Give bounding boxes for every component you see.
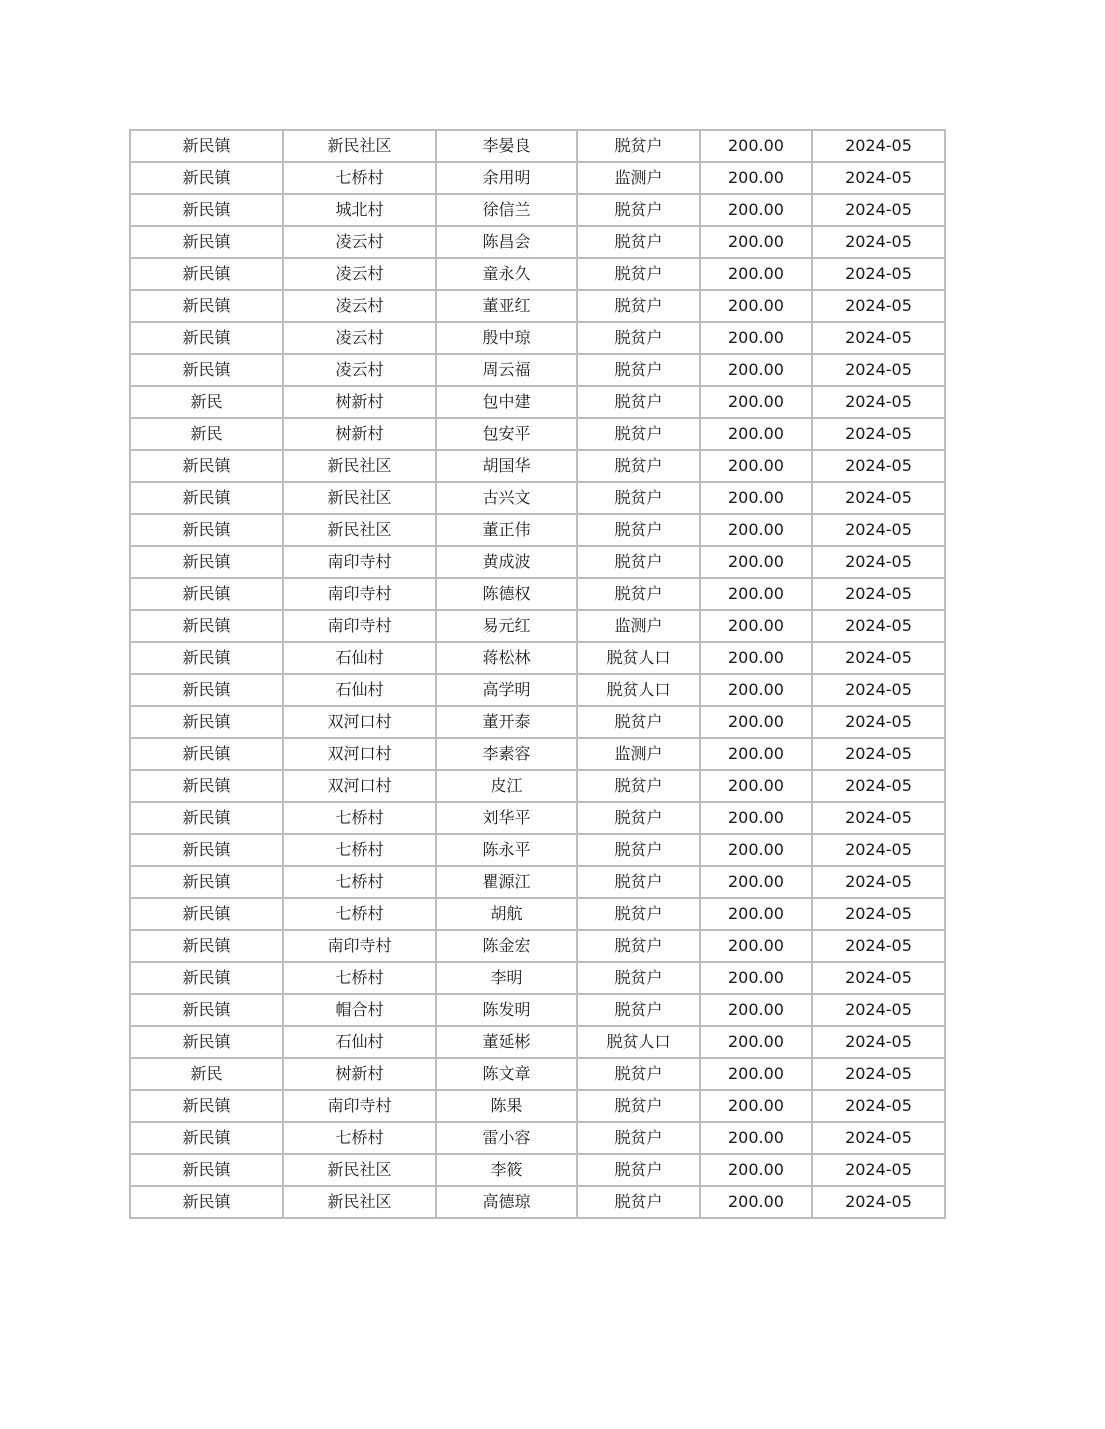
period-cell: 2024-05: [812, 130, 945, 162]
amount-cell: 200.00: [700, 930, 812, 962]
period-cell: 2024-05: [812, 738, 945, 770]
town-cell: 新民镇: [130, 258, 283, 290]
town-cell: 新民镇: [130, 770, 283, 802]
amount-cell: 200.00: [700, 162, 812, 194]
town-cell: 新民镇: [130, 450, 283, 482]
household-type-cell: 脱贫户: [577, 514, 700, 546]
amount-cell: 200.00: [700, 642, 812, 674]
person-name-cell: 易元红: [436, 610, 577, 642]
town-cell: 新民镇: [130, 290, 283, 322]
amount-cell: 200.00: [700, 130, 812, 162]
village-cell: 七桥村: [283, 802, 436, 834]
person-name-cell: 蒋松林: [436, 642, 577, 674]
amount-cell: 200.00: [700, 610, 812, 642]
period-cell: 2024-05: [812, 1090, 945, 1122]
town-cell: 新民: [130, 386, 283, 418]
person-name-cell: 童永久: [436, 258, 577, 290]
town-cell: 新民: [130, 418, 283, 450]
town-cell: 新民镇: [130, 194, 283, 226]
household-type-cell: 脱贫户: [577, 706, 700, 738]
period-cell: 2024-05: [812, 354, 945, 386]
table-row: [130, 130, 945, 162]
period-cell: 2024-05: [812, 1122, 945, 1154]
amount-cell: 200.00: [700, 226, 812, 258]
town-cell: 新民镇: [130, 834, 283, 866]
amount-cell: 200.00: [700, 1186, 812, 1218]
village-cell: 石仙村: [283, 642, 436, 674]
household-type-cell: 脱贫户: [577, 994, 700, 1026]
household-type-cell: 脱贫户: [577, 386, 700, 418]
table-row: [130, 226, 945, 258]
amount-cell: 200.00: [700, 514, 812, 546]
amount-cell: 200.00: [700, 578, 812, 610]
table-row: [130, 674, 945, 706]
table-row: [130, 770, 945, 802]
household-type-cell: 脱贫户: [577, 418, 700, 450]
table-row: [130, 354, 945, 386]
town-cell: 新民镇: [130, 802, 283, 834]
period-cell: 2024-05: [812, 258, 945, 290]
table-row: [130, 258, 945, 290]
household-type-cell: 脱贫户: [577, 770, 700, 802]
village-cell: 树新村: [283, 386, 436, 418]
town-cell: 新民镇: [130, 162, 283, 194]
person-name-cell: 陈发明: [436, 994, 577, 1026]
household-type-cell: 脱贫户: [577, 578, 700, 610]
amount-cell: 200.00: [700, 1090, 812, 1122]
village-cell: 新民社区: [283, 1154, 436, 1186]
period-cell: 2024-05: [812, 610, 945, 642]
table-row: [130, 1186, 945, 1218]
table-row: [130, 386, 945, 418]
amount-cell: 200.00: [700, 482, 812, 514]
village-cell: 凌云村: [283, 290, 436, 322]
period-cell: 2024-05: [812, 322, 945, 354]
amount-cell: 200.00: [700, 834, 812, 866]
household-type-cell: 脱贫户: [577, 1154, 700, 1186]
household-type-cell: 监测户: [577, 738, 700, 770]
person-name-cell: 陈德权: [436, 578, 577, 610]
table-row: [130, 514, 945, 546]
village-cell: 凌云村: [283, 258, 436, 290]
village-cell: 帽合村: [283, 994, 436, 1026]
amount-cell: 200.00: [700, 194, 812, 226]
town-cell: 新民镇: [130, 994, 283, 1026]
village-cell: 新民社区: [283, 130, 436, 162]
household-type-cell: 脱贫户: [577, 194, 700, 226]
amount-cell: 200.00: [700, 994, 812, 1026]
person-name-cell: 古兴文: [436, 482, 577, 514]
town-cell: 新民镇: [130, 322, 283, 354]
amount-cell: 200.00: [700, 1122, 812, 1154]
household-type-cell: 脱贫户: [577, 258, 700, 290]
town-cell: 新民镇: [130, 898, 283, 930]
town-cell: 新民镇: [130, 1026, 283, 1058]
village-cell: 南印寺村: [283, 930, 436, 962]
village-cell: 七桥村: [283, 834, 436, 866]
period-cell: 2024-05: [812, 834, 945, 866]
person-name-cell: 高德琼: [436, 1186, 577, 1218]
household-type-cell: 脱贫户: [577, 1058, 700, 1090]
period-cell: 2024-05: [812, 450, 945, 482]
amount-cell: 200.00: [700, 450, 812, 482]
town-cell: 新民镇: [130, 546, 283, 578]
table-row: [130, 322, 945, 354]
town-cell: 新民镇: [130, 482, 283, 514]
period-cell: 2024-05: [812, 162, 945, 194]
amount-cell: 200.00: [700, 546, 812, 578]
household-type-cell: 脱贫人口: [577, 642, 700, 674]
table-row: [130, 546, 945, 578]
period-cell: 2024-05: [812, 866, 945, 898]
village-cell: 新民社区: [283, 1186, 436, 1218]
household-type-cell: 脱贫户: [577, 482, 700, 514]
person-name-cell: 殷中琼: [436, 322, 577, 354]
person-name-cell: 瞿源江: [436, 866, 577, 898]
period-cell: 2024-05: [812, 706, 945, 738]
table-row: [130, 642, 945, 674]
village-cell: 南印寺村: [283, 546, 436, 578]
town-cell: 新民镇: [130, 514, 283, 546]
town-cell: 新民镇: [130, 930, 283, 962]
village-cell: 七桥村: [283, 162, 436, 194]
amount-cell: 200.00: [700, 898, 812, 930]
person-name-cell: 李晏良: [436, 130, 577, 162]
amount-cell: 200.00: [700, 322, 812, 354]
village-cell: 凌云村: [283, 322, 436, 354]
village-cell: 树新村: [283, 1058, 436, 1090]
village-cell: 凌云村: [283, 226, 436, 258]
town-cell: 新民镇: [130, 962, 283, 994]
amount-cell: 200.00: [700, 802, 812, 834]
household-type-cell: 脱贫户: [577, 1122, 700, 1154]
village-cell: 凌云村: [283, 354, 436, 386]
period-cell: 2024-05: [812, 290, 945, 322]
household-type-cell: 脱贫户: [577, 450, 700, 482]
amount-cell: 200.00: [700, 866, 812, 898]
village-cell: 新民社区: [283, 482, 436, 514]
village-cell: 双河口村: [283, 706, 436, 738]
village-cell: 城北村: [283, 194, 436, 226]
person-name-cell: 陈文章: [436, 1058, 577, 1090]
table-row: [130, 1090, 945, 1122]
village-cell: 七桥村: [283, 962, 436, 994]
period-cell: 2024-05: [812, 674, 945, 706]
household-type-cell: 脱贫户: [577, 834, 700, 866]
table-row: [130, 1122, 945, 1154]
household-type-cell: 监测户: [577, 610, 700, 642]
town-cell: 新民镇: [130, 642, 283, 674]
village-cell: 七桥村: [283, 898, 436, 930]
table-row: [130, 418, 945, 450]
period-cell: 2024-05: [812, 418, 945, 450]
person-name-cell: 高学明: [436, 674, 577, 706]
table-row: [130, 738, 945, 770]
period-cell: 2024-05: [812, 386, 945, 418]
household-type-cell: 脱贫户: [577, 354, 700, 386]
town-cell: 新民镇: [130, 738, 283, 770]
table-row: [130, 706, 945, 738]
amount-cell: 200.00: [700, 386, 812, 418]
data-table: [129, 129, 946, 1219]
amount-cell: 200.00: [700, 290, 812, 322]
person-name-cell: 李筱: [436, 1154, 577, 1186]
period-cell: 2024-05: [812, 1154, 945, 1186]
village-cell: 双河口村: [283, 738, 436, 770]
amount-cell: 200.00: [700, 418, 812, 450]
person-name-cell: 雷小容: [436, 1122, 577, 1154]
household-type-cell: 脱贫户: [577, 802, 700, 834]
period-cell: 2024-05: [812, 546, 945, 578]
amount-cell: 200.00: [700, 1026, 812, 1058]
household-type-cell: 脱贫户: [577, 1186, 700, 1218]
village-cell: 新民社区: [283, 514, 436, 546]
town-cell: 新民镇: [130, 866, 283, 898]
person-name-cell: 黄成波: [436, 546, 577, 578]
person-name-cell: 胡航: [436, 898, 577, 930]
period-cell: 2024-05: [812, 770, 945, 802]
table-row: [130, 450, 945, 482]
household-type-cell: 脱贫户: [577, 290, 700, 322]
table-body: [130, 130, 945, 1218]
household-type-cell: 脱贫人口: [577, 674, 700, 706]
village-cell: 七桥村: [283, 1122, 436, 1154]
village-cell: 石仙村: [283, 1026, 436, 1058]
amount-cell: 200.00: [700, 1058, 812, 1090]
person-name-cell: 余用明: [436, 162, 577, 194]
household-type-cell: 脱贫户: [577, 962, 700, 994]
table-row: [130, 994, 945, 1026]
amount-cell: 200.00: [700, 770, 812, 802]
amount-cell: 200.00: [700, 706, 812, 738]
household-type-cell: 脱贫户: [577, 898, 700, 930]
person-name-cell: 董延彬: [436, 1026, 577, 1058]
table-row: [130, 290, 945, 322]
village-cell: 南印寺村: [283, 1090, 436, 1122]
household-type-cell: 脱贫人口: [577, 1026, 700, 1058]
town-cell: 新民镇: [130, 578, 283, 610]
period-cell: 2024-05: [812, 1058, 945, 1090]
household-type-cell: 脱贫户: [577, 130, 700, 162]
period-cell: 2024-05: [812, 1026, 945, 1058]
person-name-cell: 李素容: [436, 738, 577, 770]
town-cell: 新民镇: [130, 706, 283, 738]
person-name-cell: 董亚红: [436, 290, 577, 322]
town-cell: 新民镇: [130, 1090, 283, 1122]
village-cell: 南印寺村: [283, 578, 436, 610]
household-type-cell: 脱贫户: [577, 546, 700, 578]
household-type-cell: 脱贫户: [577, 930, 700, 962]
table-row: [130, 1058, 945, 1090]
person-name-cell: 皮江: [436, 770, 577, 802]
period-cell: 2024-05: [812, 994, 945, 1026]
person-name-cell: 包安平: [436, 418, 577, 450]
person-name-cell: 李明: [436, 962, 577, 994]
period-cell: 2024-05: [812, 226, 945, 258]
person-name-cell: 胡国华: [436, 450, 577, 482]
amount-cell: 200.00: [700, 1154, 812, 1186]
amount-cell: 200.00: [700, 354, 812, 386]
town-cell: 新民镇: [130, 1186, 283, 1218]
table-row: [130, 866, 945, 898]
person-name-cell: 陈昌会: [436, 226, 577, 258]
table-row: [130, 194, 945, 226]
table-row: [130, 802, 945, 834]
table-row: [130, 162, 945, 194]
amount-cell: 200.00: [700, 738, 812, 770]
table-row: [130, 930, 945, 962]
amount-cell: 200.00: [700, 674, 812, 706]
household-type-cell: 监测户: [577, 162, 700, 194]
period-cell: 2024-05: [812, 642, 945, 674]
town-cell: 新民镇: [130, 1154, 283, 1186]
person-name-cell: 包中建: [436, 386, 577, 418]
town-cell: 新民镇: [130, 354, 283, 386]
period-cell: 2024-05: [812, 802, 945, 834]
amount-cell: 200.00: [700, 258, 812, 290]
person-name-cell: 周云福: [436, 354, 577, 386]
household-type-cell: 脱贫户: [577, 226, 700, 258]
person-name-cell: 董正伟: [436, 514, 577, 546]
village-cell: 树新村: [283, 418, 436, 450]
person-name-cell: 陈永平: [436, 834, 577, 866]
table-row: [130, 834, 945, 866]
table-row: [130, 962, 945, 994]
person-name-cell: 陈果: [436, 1090, 577, 1122]
town-cell: 新民镇: [130, 1122, 283, 1154]
table-row: [130, 482, 945, 514]
period-cell: 2024-05: [812, 514, 945, 546]
village-cell: 七桥村: [283, 866, 436, 898]
amount-cell: 200.00: [700, 962, 812, 994]
period-cell: 2024-05: [812, 930, 945, 962]
household-type-cell: 脱贫户: [577, 866, 700, 898]
town-cell: 新民镇: [130, 130, 283, 162]
village-cell: 南印寺村: [283, 610, 436, 642]
town-cell: 新民: [130, 1058, 283, 1090]
period-cell: 2024-05: [812, 482, 945, 514]
person-name-cell: 陈金宏: [436, 930, 577, 962]
period-cell: 2024-05: [812, 194, 945, 226]
table-row: [130, 610, 945, 642]
town-cell: 新民镇: [130, 226, 283, 258]
village-cell: 石仙村: [283, 674, 436, 706]
table-row: [130, 578, 945, 610]
period-cell: 2024-05: [812, 898, 945, 930]
person-name-cell: 董开泰: [436, 706, 577, 738]
person-name-cell: 徐信兰: [436, 194, 577, 226]
village-cell: 新民社区: [283, 450, 436, 482]
village-cell: 双河口村: [283, 770, 436, 802]
period-cell: 2024-05: [812, 578, 945, 610]
town-cell: 新民镇: [130, 674, 283, 706]
period-cell: 2024-05: [812, 1186, 945, 1218]
household-type-cell: 脱贫户: [577, 322, 700, 354]
person-name-cell: 刘华平: [436, 802, 577, 834]
table-row: [130, 1026, 945, 1058]
table-row: [130, 1154, 945, 1186]
town-cell: 新民镇: [130, 610, 283, 642]
period-cell: 2024-05: [812, 962, 945, 994]
household-type-cell: 脱贫户: [577, 1090, 700, 1122]
table-row: [130, 898, 945, 930]
